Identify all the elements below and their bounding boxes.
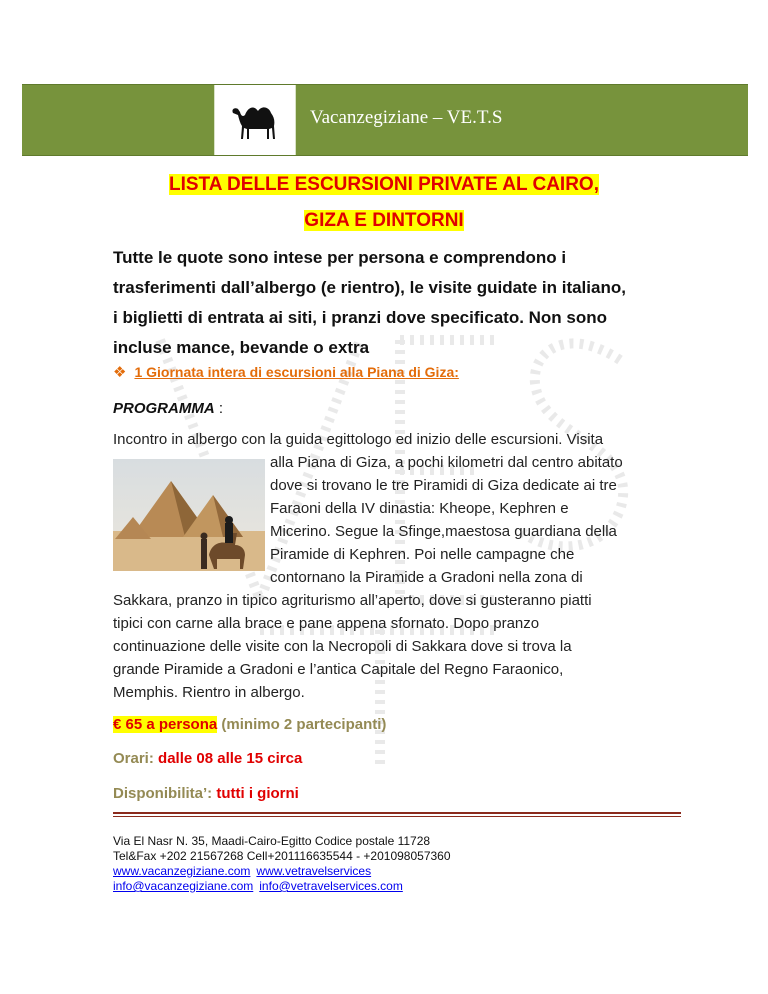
intro-line: trasferimenti dall’albergo (e rientro), le visite guidate in italiano, bbox=[113, 278, 626, 297]
disponibilita-value: tutti i giorni bbox=[212, 785, 299, 802]
description-first-line: Incontro in albergo con la guida egittologo ed inizio delle escursioni. Visita bbox=[113, 431, 604, 448]
description-full-lines bbox=[113, 589, 673, 704]
website-link-1[interactable]: www.vacanzegiziane.com bbox=[113, 864, 251, 878]
description-line: Micerino. Segue la Sfinge,maestosa guardiana della bbox=[270, 523, 617, 540]
description-wrapped-lines bbox=[270, 451, 690, 589]
diamond-bullet-icon: ❖ bbox=[113, 364, 127, 381]
excursion-item-1 bbox=[113, 363, 459, 381]
description-line: Piramide di Kephren. Poi nelle campagne che bbox=[270, 546, 575, 563]
footer-divider-thin bbox=[113, 816, 681, 817]
description-line: contornano la Piramide a Gradoni nella zona di bbox=[270, 569, 583, 586]
header-band bbox=[22, 84, 748, 156]
footer-divider bbox=[113, 812, 681, 814]
description-line: dove si trovano le tre Piramidi di Giza dedicate ai tre bbox=[270, 477, 617, 494]
pyramids-camel-photo bbox=[113, 459, 265, 571]
footer-web-row bbox=[113, 864, 451, 879]
page-title-line-2: GIZA E DINTORNI bbox=[304, 210, 464, 231]
intro-paragraph bbox=[113, 243, 673, 363]
website-link-2[interactable]: www.vetravelservices bbox=[256, 864, 372, 878]
programma-suffix: : bbox=[214, 400, 224, 417]
footer-address: Via El Nasr N. 35, Maadi-Cairo-Egitto Codice postale 11728 bbox=[113, 834, 431, 848]
description-line: alla Piana di Giza, a pochi kilometri dal centro abitato bbox=[270, 454, 623, 471]
price-line bbox=[113, 716, 386, 733]
description-line: tipici con carne alla brace e pane appena sfornato. Dopo pranzo bbox=[113, 615, 540, 632]
excursion-item-1-label: 1 Giornata intera di escursioni alla Piana di Giza: bbox=[134, 364, 459, 380]
logo-box bbox=[214, 85, 296, 155]
description-line: Memphis. Rientro in albergo. bbox=[113, 684, 305, 701]
footer-phone: Tel&Fax +202 21567268 Cell+201116635544 - +201098057360 bbox=[113, 849, 451, 863]
disponibilita-label: Disponibilita’: bbox=[113, 785, 213, 802]
description-line: Faraoni della IV dinastia: Kheope, Kephren e bbox=[270, 500, 569, 517]
email-link-2[interactable]: info@vetravelservices.com bbox=[259, 879, 403, 893]
intro-line: i biglietti di entrata ai siti, i pranzi dove specificato. Non sono bbox=[113, 308, 608, 327]
description-line: Sakkara, pranzo in tipico agriturismo all’aperto, dove si gusteranno piatti bbox=[113, 592, 592, 609]
page-title-line-1: LISTA DELLE ESCURSIONI PRIVATE AL CAIRO, bbox=[169, 174, 599, 195]
programma-label: PROGRAMMA bbox=[113, 400, 215, 417]
orari-value: dalle 08 alle 15 circa bbox=[153, 750, 303, 767]
footer bbox=[113, 834, 451, 894]
price-note: (minimo 2 partecipanti) bbox=[217, 716, 387, 733]
header-title: Vacanzegiziane – VE.T.S bbox=[310, 107, 503, 128]
orari-line bbox=[113, 750, 302, 767]
camel-icon bbox=[227, 99, 287, 143]
programma-heading bbox=[113, 400, 223, 417]
orari-label: Orari: bbox=[113, 750, 154, 767]
intro-line: incluse mance, bevande o extra bbox=[113, 338, 370, 357]
price-amount: € 65 a persona bbox=[113, 716, 218, 733]
description-line: continuazione delle visite con la Necropoli di Sakkara dove si trova la bbox=[113, 638, 572, 655]
email-link-1[interactable]: info@vacanzegiziane.com bbox=[113, 879, 254, 893]
footer-mail-row bbox=[113, 879, 451, 894]
disponibilita-line bbox=[113, 785, 299, 802]
intro-line: Tutte le quote sono intese per persona e comprendono i bbox=[113, 248, 567, 267]
description-line: grande Piramide a Gradoni e l’antica Capitale del Regno Faraonico, bbox=[113, 661, 564, 678]
